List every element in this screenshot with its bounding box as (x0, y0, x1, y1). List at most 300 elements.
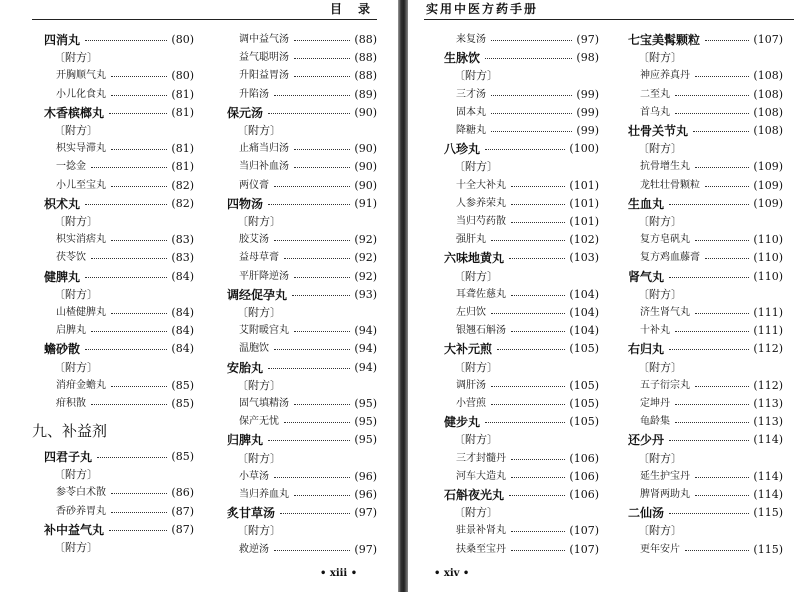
formula-name: 升阳益胃汤 (239, 70, 289, 82)
toc-entry (628, 486, 783, 504)
leader-dots (274, 95, 350, 96)
leader-dots (268, 440, 350, 441)
page-ref: (96) (354, 488, 377, 501)
page-ref: (111) (753, 324, 783, 338)
leader-dots (485, 149, 565, 150)
leader-dots (109, 113, 167, 114)
formula-title: 健步丸 (444, 415, 481, 430)
page-ref: (82) (171, 196, 194, 210)
toc-entry (444, 249, 599, 267)
page-ref: (110) (753, 269, 783, 283)
leader-dots (274, 550, 350, 551)
formula-name: 复方鸡血藤膏 (640, 252, 700, 264)
toc-entry (628, 158, 783, 176)
formula-name: 首乌丸 (640, 106, 670, 118)
page-ref: (99) (576, 87, 599, 101)
formula-name: 参苓白术散 (56, 487, 106, 499)
leader-dots (274, 349, 350, 350)
formula-name: 保产无忧 (239, 416, 279, 428)
formula-name: 益母草膏 (239, 252, 279, 264)
toc-entry (44, 377, 194, 395)
formula-name: 疳积散 (56, 398, 86, 409)
toc-entry (628, 377, 783, 395)
appendix-label-text: 〔附方〕 (454, 506, 498, 520)
page-ref: (99) (576, 124, 599, 137)
toc-entry (628, 304, 783, 322)
appendix-label-text: 〔附方〕 (237, 378, 281, 392)
leader-dots (294, 167, 350, 168)
section-title: 九、补益剂 (32, 422, 108, 440)
page-ref: (90) (354, 160, 377, 174)
toc-entry (44, 304, 194, 322)
formula-name: 当归芍药散 (456, 216, 506, 227)
formula-name: 开胸顺气丸 (56, 70, 106, 82)
page-ref: (84) (171, 324, 194, 338)
leader-dots (675, 422, 749, 423)
appendix-label-text: 〔附方〕 (237, 124, 281, 137)
page-ref: (81) (171, 105, 194, 119)
toc-entry (44, 195, 194, 213)
page-ref: (84) (171, 342, 194, 356)
leader-dots (491, 386, 565, 387)
page-ref: (84) (171, 269, 194, 283)
toc-entry (628, 504, 783, 522)
leader-dots (695, 313, 749, 314)
leader-dots (695, 76, 749, 77)
formula-title: 生血丸 (628, 196, 665, 211)
page-ref: (113) (753, 415, 783, 429)
toc-entry (444, 468, 599, 486)
leader-dots (491, 40, 572, 41)
toc-entry (227, 413, 377, 431)
appendix-label (444, 268, 599, 286)
toc-entry (628, 322, 783, 340)
toc-entry (44, 231, 194, 249)
appendix-label-text: 〔附方〕 (54, 51, 98, 65)
appendix-label (44, 122, 194, 140)
formula-title: 还少丹 (628, 433, 665, 448)
page-ref: (92) (354, 269, 377, 283)
leader-dots (705, 258, 749, 259)
appendix-label (227, 122, 377, 140)
toc-entry (444, 49, 599, 67)
page-ref: (95) (354, 415, 377, 429)
toc-entry (44, 249, 194, 267)
formula-title: 肾气丸 (628, 269, 665, 284)
formula-name: 调肝汤 (456, 379, 486, 391)
leader-dots (294, 404, 350, 405)
page-ref: (87) (171, 522, 194, 536)
appendix-label-text: 〔附方〕 (454, 69, 498, 83)
formula-title: 四物汤 (227, 196, 264, 211)
leader-dots (85, 277, 167, 278)
leader-dots (91, 404, 167, 405)
toc-entry (44, 448, 194, 466)
toc-entry (44, 521, 194, 539)
leader-dots (695, 386, 749, 387)
formula-name: 当归补血汤 (239, 161, 289, 173)
leader-dots (91, 331, 167, 332)
page-ref: (106) (569, 469, 599, 483)
leader-dots (111, 493, 167, 494)
leader-dots (485, 422, 565, 423)
appendix-label-text: 〔附方〕 (237, 306, 281, 319)
leader-dots (685, 550, 749, 551)
leader-dots (497, 349, 565, 350)
formula-name: 消疳金蟾丸 (56, 379, 106, 391)
leader-dots (509, 495, 565, 496)
toc-entry (444, 450, 599, 468)
appendix-label-text: 〔附方〕 (638, 451, 682, 465)
leader-dots (491, 313, 565, 314)
leader-dots (675, 331, 749, 332)
toc-entry (44, 31, 194, 49)
leader-dots (491, 95, 572, 96)
appendix-label (227, 304, 377, 322)
leader-dots (294, 76, 350, 77)
page-ref: (98) (576, 51, 599, 65)
toc-entry (444, 86, 599, 104)
formula-title: 四君子丸 (44, 450, 93, 464)
page-ref: (109) (753, 196, 783, 210)
toc-entry (44, 140, 194, 158)
appendix-label (227, 377, 377, 395)
appendix-label-text: 〔附方〕 (237, 524, 281, 538)
toc-entry (44, 67, 194, 85)
page-ref: (96) (354, 469, 377, 483)
formula-name: 固气填精汤 (239, 398, 289, 409)
formula-title: 石斛夜光丸 (444, 488, 505, 502)
formula-name: 龙牡壮骨颗粒 (640, 179, 700, 191)
page-ref: (112) (753, 378, 783, 392)
leader-dots (511, 331, 565, 332)
formula-title: 炙甘草汤 (227, 506, 276, 521)
appendix-label-text: 〔附方〕 (638, 215, 682, 228)
page-ref: (87) (171, 504, 194, 518)
toc-entry (444, 486, 599, 504)
page-ref: (104) (569, 306, 599, 319)
formula-name: 固本丸 (456, 106, 486, 118)
toc-entry (628, 86, 783, 104)
formula-name: 五子衍宗丸 (640, 379, 690, 391)
formula-name: 益气聪明汤 (239, 52, 289, 64)
toc-entry (227, 359, 377, 377)
appendix-label (628, 49, 783, 67)
page-ref: (111) (753, 306, 783, 319)
appendix-label (444, 504, 599, 522)
toc-entry (44, 177, 194, 195)
formula-title: 右归丸 (628, 342, 665, 357)
leader-dots (268, 204, 350, 205)
page-ref: (88) (354, 51, 377, 65)
formula-name: 抗骨增生丸 (640, 161, 690, 173)
formula-name: 两仪膏 (239, 179, 269, 191)
leader-dots (111, 76, 167, 77)
page-ref: (107) (569, 542, 599, 556)
formula-title: 四消丸 (44, 33, 81, 47)
page-ref: (91) (354, 196, 377, 210)
formula-name: 平肝降逆汤 (239, 270, 289, 282)
page-ref: (85) (171, 397, 194, 410)
toc-entry (628, 122, 783, 140)
formula-title: 六味地黄丸 (444, 251, 505, 266)
formula-name: 胶艾汤 (239, 234, 269, 246)
formula-title: 壮骨关节丸 (628, 124, 689, 138)
appendix-label (444, 158, 599, 176)
page-ref: (108) (753, 124, 783, 137)
leader-dots (669, 204, 749, 205)
appendix-label (227, 522, 377, 540)
toc-entry (444, 322, 599, 340)
formula-title: 木香槟榔丸 (44, 105, 105, 120)
left-page (0, 0, 398, 592)
appendix-label (444, 359, 599, 377)
leader-dots (294, 149, 350, 150)
toc-entry (227, 195, 377, 213)
page-ref: (106) (569, 451, 599, 465)
toc-entry (44, 104, 194, 122)
appendix-label-text: 〔附方〕 (638, 142, 682, 156)
page-ref: (99) (576, 105, 599, 119)
toc-entry (444, 395, 599, 413)
page-ref: (94) (354, 324, 377, 338)
toc-entry (628, 541, 783, 559)
toc-entry (444, 340, 599, 358)
toc-entry (628, 431, 783, 449)
toc-entry (227, 177, 377, 195)
toc-entry (227, 286, 377, 304)
formula-title: 七宝美髯颗粒 (628, 33, 701, 47)
toc-entry (227, 86, 377, 104)
page-ref: (90) (354, 105, 377, 119)
leader-dots (109, 530, 167, 531)
formula-name: 复方皂矾丸 (640, 234, 690, 246)
leader-dots (669, 440, 749, 441)
toc-entry (227, 249, 377, 267)
page-ref: (90) (354, 142, 377, 156)
formula-name: 二至丸 (640, 88, 670, 100)
leader-dots (669, 349, 749, 350)
formula-name: 茯苓饮 (56, 252, 86, 264)
page-ref: (92) (354, 233, 377, 247)
page-ref: (100) (569, 142, 599, 156)
page-ref: (114) (753, 433, 783, 447)
page-ref: (97) (354, 506, 377, 520)
formula-title: 蟾砂散 (44, 342, 81, 357)
toc-entry (227, 140, 377, 158)
toc-entry (227, 541, 377, 559)
formula-name: 三才封髓丹 (456, 452, 506, 464)
page-ref: (105) (569, 378, 599, 392)
formula-title: 八珍丸 (444, 142, 481, 157)
appendix-label-text: 〔附方〕 (638, 51, 682, 65)
leader-dots (111, 186, 167, 187)
appendix-label-text: 〔附方〕 (54, 468, 98, 482)
page-ref: (107) (753, 33, 783, 46)
toc-entry (44, 395, 194, 413)
leader-dots (695, 477, 749, 478)
header-rule (424, 19, 794, 20)
toc-entry (227, 468, 377, 486)
toc-entry (628, 340, 783, 358)
page-ref: (104) (569, 287, 599, 301)
page-header: 目 录 (330, 2, 373, 16)
appendix-label-text: 〔附方〕 (454, 360, 498, 374)
formula-name: 降糖丸 (456, 125, 486, 136)
toc-entry (628, 468, 783, 486)
page-ref: (97) (354, 542, 377, 556)
leader-dots (294, 331, 350, 332)
leader-dots (509, 258, 565, 259)
toc-entry (444, 104, 599, 122)
formula-title: 调经促孕丸 (227, 287, 288, 302)
leader-dots (111, 512, 167, 513)
leader-dots (274, 186, 350, 187)
formula-title: 补中益气丸 (44, 522, 105, 537)
appendix-label-text: 〔附方〕 (454, 269, 498, 283)
formula-name: 当归养血丸 (239, 489, 289, 500)
page-ref: (114) (753, 469, 783, 483)
page-number: • xiii • (320, 568, 358, 579)
formula-name: 枳实消痞丸 (56, 234, 106, 246)
page-ref: (110) (753, 233, 783, 247)
appendix-label (44, 359, 194, 377)
page-ref: (102) (569, 233, 599, 247)
toc-entry (44, 322, 194, 340)
formula-name: 左归饮 (456, 307, 486, 318)
leader-dots (111, 240, 167, 241)
leader-dots (294, 277, 350, 278)
page-ref: (81) (171, 142, 194, 156)
toc-entry (628, 268, 783, 286)
formula-name: 小营煎 (456, 398, 486, 409)
page-ref: (81) (171, 87, 194, 101)
page-ref: (109) (753, 160, 783, 174)
appendix-label-text: 〔附方〕 (54, 287, 98, 301)
page-ref: (83) (171, 233, 194, 247)
formula-name: 延生护宝丹 (640, 470, 690, 482)
formula-name: 小草汤 (239, 470, 269, 482)
appendix-label (227, 213, 377, 231)
leader-dots (268, 368, 350, 369)
formula-name: 扶桑至宝丹 (456, 543, 506, 555)
appendix-label (628, 286, 783, 304)
formula-name: 调中益气汤 (239, 34, 289, 45)
formula-name: 香砂养胃丸 (56, 505, 106, 517)
header-rule (32, 19, 377, 20)
formula-title: 生脉饮 (444, 51, 481, 66)
appendix-label (444, 67, 599, 85)
toc-entry (227, 49, 377, 67)
formula-title: 二仙汤 (628, 506, 665, 521)
appendix-label-text: 〔附方〕 (54, 360, 98, 374)
formula-name: 耳聋佐慈丸 (456, 288, 506, 300)
leader-dots (511, 459, 565, 460)
page-ref: (115) (753, 542, 783, 556)
appendix-label (628, 522, 783, 540)
page-ref: (112) (753, 342, 783, 356)
page-ref: (115) (753, 506, 783, 520)
leader-dots (491, 240, 565, 241)
page-ref: (82) (171, 178, 194, 192)
appendix-label-text: 〔附方〕 (454, 433, 498, 447)
right-page (408, 0, 806, 592)
appendix-label-text: 〔附方〕 (237, 215, 281, 228)
page-ref: (81) (171, 160, 194, 174)
appendix-label (628, 450, 783, 468)
leader-dots (675, 404, 749, 405)
leader-dots (292, 295, 350, 296)
page-ref: (101) (569, 215, 599, 228)
formula-title: 安胎丸 (227, 360, 264, 375)
toc-entry (444, 231, 599, 249)
leader-dots (85, 204, 167, 205)
page-ref: (113) (753, 397, 783, 410)
formula-name: 启脾丸 (56, 325, 86, 337)
toc-entry (628, 249, 783, 267)
page-ref: (88) (354, 33, 377, 46)
leader-dots (491, 113, 572, 114)
leader-dots (91, 258, 167, 259)
toc-entry (44, 268, 194, 286)
appendix-label-text: 〔附方〕 (54, 124, 98, 137)
toc-entry (628, 104, 783, 122)
toc-entry (227, 67, 377, 85)
page-ref: (80) (171, 33, 194, 46)
leader-dots (294, 58, 350, 59)
leader-dots (111, 313, 167, 314)
leader-dots (695, 240, 749, 241)
leader-dots (111, 386, 167, 387)
formula-name: 升陷汤 (239, 88, 269, 100)
appendix-label-text: 〔附方〕 (638, 360, 682, 374)
toc-entry (628, 67, 783, 85)
book-gutter (398, 0, 408, 592)
leader-dots (693, 131, 749, 132)
formula-name: 来复汤 (456, 34, 486, 45)
formula-name: 十全大补丸 (456, 179, 506, 191)
formula-name: 脾肾两助丸 (640, 489, 690, 500)
leader-dots (511, 477, 565, 478)
leader-dots (511, 222, 565, 223)
appendix-label (628, 359, 783, 377)
toc-entry (227, 340, 377, 358)
formula-name: 山楂健脾丸 (56, 307, 106, 318)
leader-dots (268, 113, 350, 114)
formula-name: 济生肾气丸 (640, 307, 690, 318)
page-ref: (89) (354, 87, 377, 101)
toc-entry (44, 503, 194, 521)
formula-name: 止痛当归汤 (239, 143, 289, 155)
leader-dots (511, 295, 565, 296)
appendix-label (44, 286, 194, 304)
toc-entry (444, 213, 599, 231)
formula-title: 健脾丸 (44, 269, 81, 284)
page-ref: (105) (569, 342, 599, 356)
toc-entry (44, 86, 194, 104)
toc-entry (444, 304, 599, 322)
page-ref: (108) (753, 87, 783, 101)
leader-dots (675, 95, 749, 96)
appendix-label (44, 466, 194, 484)
leader-dots (669, 513, 749, 514)
appendix-label-text: 〔附方〕 (54, 541, 98, 554)
formula-name: 救逆汤 (239, 543, 269, 555)
toc-entry (628, 177, 783, 195)
leader-dots (511, 531, 565, 532)
toc-entry (628, 413, 783, 431)
leader-dots (675, 113, 749, 114)
